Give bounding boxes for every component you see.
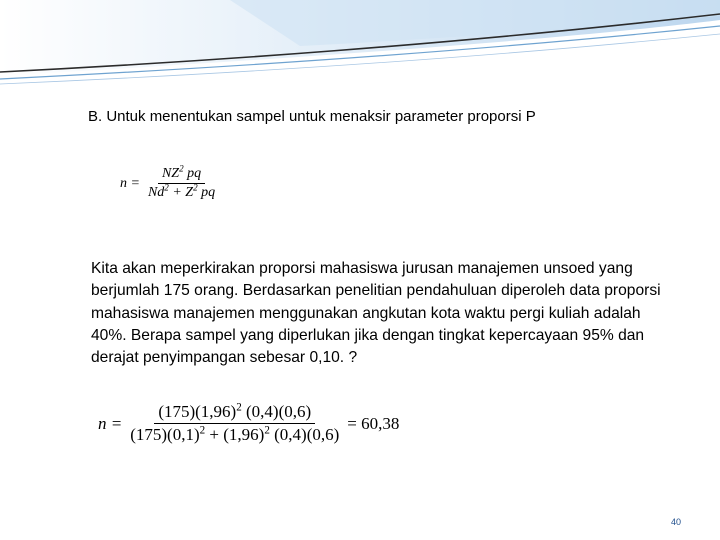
problem-paragraph: Kita akan meperkirakan proporsi mahasiswa jurusan manajemen unsoed yang berjumlah 175 orang. Berdasarkan penelitian pendahuluan diperoleh data proporsi mahasiswa manajemen menggunakan angkutan kota waktu pergi kuliah adalah 40%. Berapa sampel yang diperlukan jika dengan tingkat kepercayaan 95% dan derajat penyimpangan sebesar 0,10. ? xyxy=(91,260,661,367)
example-denominator: $(175)(0,1)^2 + (1,96)^2$ (0,4)(0,6) xyxy=(130,424,340,444)
example-numerator: $(175)(1,96)^2$ (0,4)(0,6) xyxy=(154,402,315,424)
formula-numerator: $NZ^2$ pq xyxy=(158,166,205,184)
section-heading: B. Untuk menentukan sampel untuk menaksir parameter proporsi P xyxy=(88,108,536,125)
formula-lhs: n = xyxy=(120,175,140,191)
page-number: 40 xyxy=(671,517,682,527)
formula-fraction xyxy=(144,163,219,201)
example-result: = 60,38 xyxy=(347,413,400,433)
example-lhs: n = xyxy=(98,413,123,433)
header-decoration xyxy=(0,0,720,90)
worked-example-formula xyxy=(98,402,399,445)
sample-size-formula xyxy=(120,163,219,201)
formula-denominator: $Nd^2 + Z^2$ pq xyxy=(147,182,216,200)
example-fraction xyxy=(126,402,343,445)
